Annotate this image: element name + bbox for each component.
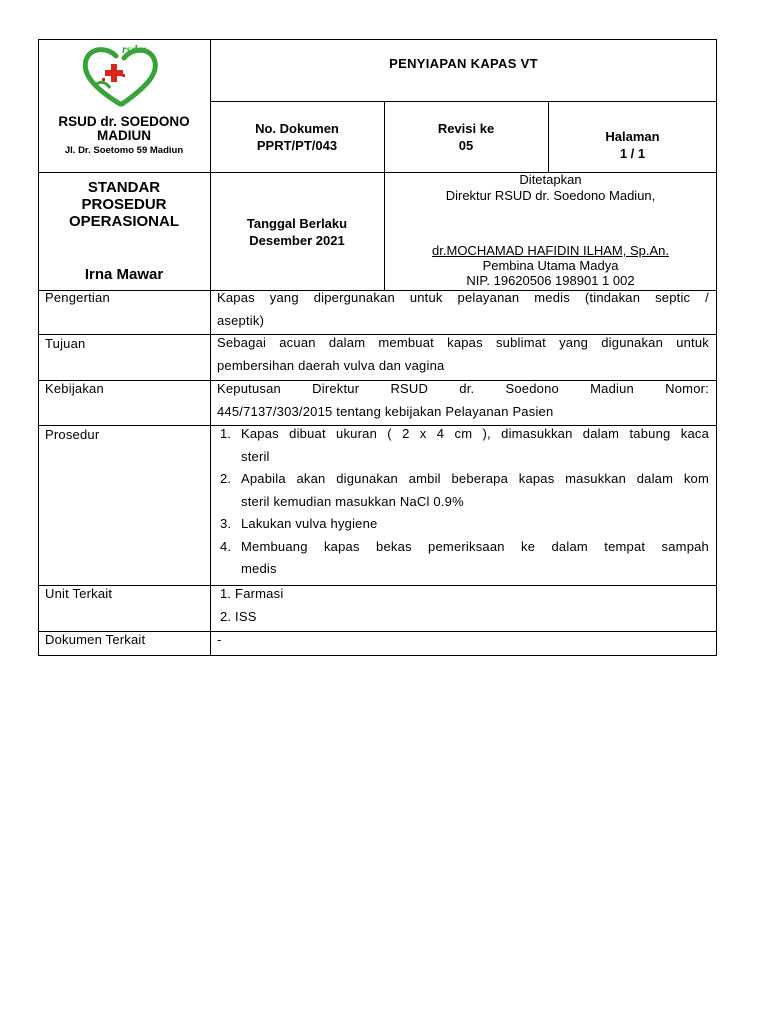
list-item: 1. Farmasi <box>220 586 284 601</box>
doc-number-value: PPRT/PT/043 <box>256 138 338 153</box>
page-label: Halaman <box>605 129 660 144</box>
row-value-pengertian: Kapas yang dipergunakan untuk pelayanan medis (tindakan septic / aseptik) <box>217 290 709 328</box>
approval-label: Ditetapkan <box>519 172 582 187</box>
signer-nip: NIP. 19620506 198901 1 002 <box>466 273 635 288</box>
doc-number-label: No. Dokumen <box>255 121 339 136</box>
procedure-step: 1. Kapas dibuat ukuran ( 2 x 4 cm ), dimasukkan dalam tabung kaca steril <box>220 426 709 464</box>
row-value-unit-terkait <box>220 583 709 628</box>
list-item: 2. ISS <box>220 608 257 624</box>
row-value-kebijakan: Keputusan Direktur RSUD dr. Soedono Madiun Nomor: 445/7137/303/2015 tentang kebijakan Pelayanan Pasien <box>217 381 709 419</box>
hospital-address: Jl. Dr. Soetomo 59 Madiun <box>64 145 184 156</box>
page-value: 1 / 1 <box>619 146 646 161</box>
signer-name: dr.MOCHAMAD HAFIDIN ILHAM, Sp.An. <box>432 243 669 258</box>
row-label-prosedur: Prosedur <box>45 427 100 442</box>
approval-title: Direktur RSUD dr. Soedono Madiun, <box>445 188 656 203</box>
procedure-step: 4. Membuang kapas bekas pemeriksaan ke dalam tempat sampah medis <box>220 538 709 576</box>
row-value-prosedur <box>217 423 709 581</box>
hospital-logo <box>80 42 160 108</box>
row-label-dokumen-terkait: Dokumen Terkait <box>45 632 146 647</box>
svg-text:rsdm: rsdm <box>122 42 147 56</box>
document-title: PENYIAPAN KAPAS VT <box>389 56 538 71</box>
row-label-kebijakan: Kebijakan <box>45 381 104 396</box>
row-value-dokumen-terkait: - <box>217 632 222 647</box>
logo-heart-icon <box>80 42 160 108</box>
hospital-name-city: MADIUN <box>97 128 151 143</box>
unit-name: Irna Mawar <box>84 266 164 283</box>
revision-value: 05 <box>458 138 474 153</box>
divider <box>210 101 717 102</box>
procedure-step: 2. Apabila akan digunakan ambil beberapa kapas masukkan dalam kom steril kemudian masukkan NaCl 0.9% <box>220 471 709 509</box>
row-label-unit-terkait: Unit Terkait <box>45 586 113 601</box>
row-value-tujuan: Sebagai acuan dalam membuat kapas sublimat yang digunakan untuk pembersihan daerah vulva dan vagina <box>217 335 709 373</box>
sop-title-line3: OPERASIONAL <box>68 213 179 230</box>
procedure-step: 3. Lakukan vulva hygiene <box>220 516 378 531</box>
row-label-tujuan: Tujuan <box>45 336 86 351</box>
effective-date-value: Desember 2021 <box>249 233 345 248</box>
revision-label: Revisi ke <box>437 121 495 136</box>
hospital-name: RSUD dr. SOEDONO <box>58 114 190 129</box>
row-label-pengertian: Pengertian <box>45 290 110 305</box>
sop-title-line1: STANDAR <box>87 179 161 196</box>
effective-date-label: Tanggal Berlaku <box>246 216 348 231</box>
sop-title-line2: PROSEDUR <box>81 196 167 213</box>
signer-rank: Pembina Utama Madya <box>482 258 619 273</box>
